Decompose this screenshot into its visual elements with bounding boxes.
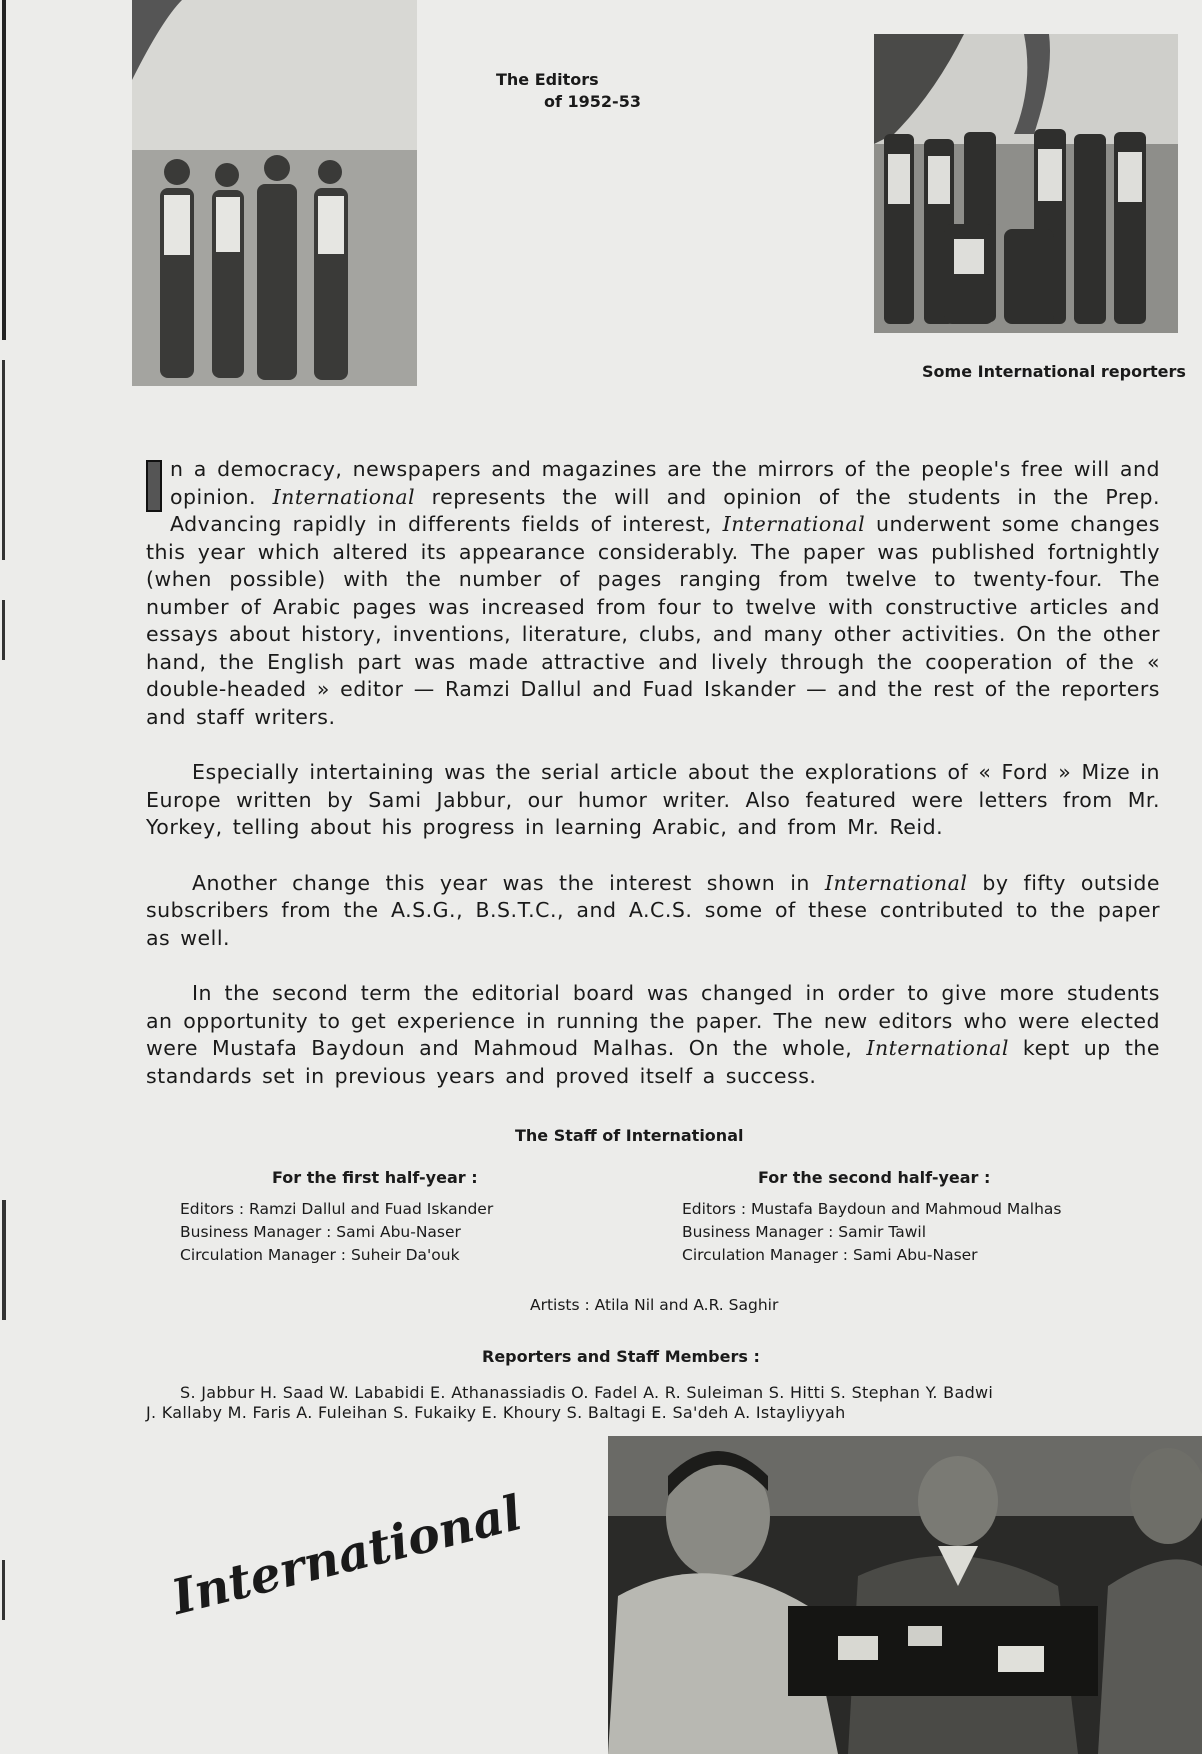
paragraph-3: Another change this year was the interest shown in International by fifty outside subscribers from the A.S.G., B.S.T.C., and A.C.S. some of these contributed to the paper as well. (146, 870, 1160, 950)
reporters-title: Reporters and Staff Members : (482, 1347, 760, 1366)
second-half-editors: Editors : Mustafa Baydoun and Mahmoud Malhas (682, 1200, 1062, 1218)
reporters-line-1: S. Jabbur H. Saad W. Lababidi E. Athanassiadis O. Fadel A. R. Suleiman S. Hitti S. Stephan Y. Badwi (180, 1383, 994, 1402)
article-body (146, 456, 1160, 1090)
second-half-circulation: Circulation Manager : Sami Abu-Naser (682, 1246, 978, 1264)
reporters-line-2: J. Kallaby M. Faris A. Fuleihan S. Fukaiky E. Khoury S. Baltagi E. Sa'deh A. Istayliyyah (146, 1403, 846, 1422)
first-half-title: For the first half-year : (272, 1168, 478, 1187)
paragraph-4: In the second term the editorial board was changed in order to give more students an opportunity to get experience in running the paper. The new editors who were elected were Mustafa Baydoun and Mahmoud Malhas. On the whole, International kept up the standards set in previous years and proved itself a success. (146, 981, 1160, 1088)
second-half-title: For the second half-year : (758, 1168, 991, 1187)
editors-caption-line1: The Editors (496, 70, 599, 89)
bottom-photo-students-working (608, 1436, 1202, 1754)
paragraph-1: n a democracy, newspapers and magazines are the mirrors of the people's free will and opinion. International represents the will and opinion of the students in the Prep. Advancing rapidly in differents fields of interest, International underwent some changes this year which altered its appearance considerably. The paper was published fortnightly (when possible) with the number of pages ranging from twelve to twenty-four. The number of Arabic pages was increased from four to twelve with constructive articles and essays about history, inventions, literature, clubs, and many other activities. On the other hand, the English part was made attractive and lively through the cooperation of the « double-headed » editor — Ramzi Dallul and Fuad Iskander — and the rest of the reporters and staff writers. (146, 457, 1160, 729)
international-logo: International (166, 1485, 528, 1626)
first-half-editors: Editors : Ramzi Dallul and Fuad Iskander (180, 1200, 494, 1218)
reporters-caption: Some International reporters (922, 362, 1186, 381)
paragraph-2: Especially intertaining was the serial article about the explorations of « Ford » Mize in Europe written by Sami Jabbur, our humor writer. Also featured were letters from Mr. Yorkey, telling about his progress in learning Arabic, and from Mr. Reid. (146, 760, 1160, 839)
binding-edge-marks (0, 0, 14, 1754)
first-half-business: Business Manager : Sami Abu-Naser (180, 1223, 461, 1241)
reporters-photo (874, 34, 1178, 333)
artists-line: Artists : Atila Nil and A.R. Saghir (530, 1296, 779, 1314)
editors-photo (132, 0, 417, 386)
second-half-business: Business Manager : Samir Tawil (682, 1223, 927, 1241)
staff-title: The Staff of International (515, 1126, 744, 1145)
drop-cap-i (146, 460, 162, 512)
editors-caption-line2: of 1952-53 (544, 92, 641, 111)
first-half-circulation: Circulation Manager : Suheir Da'ouk (180, 1246, 460, 1264)
